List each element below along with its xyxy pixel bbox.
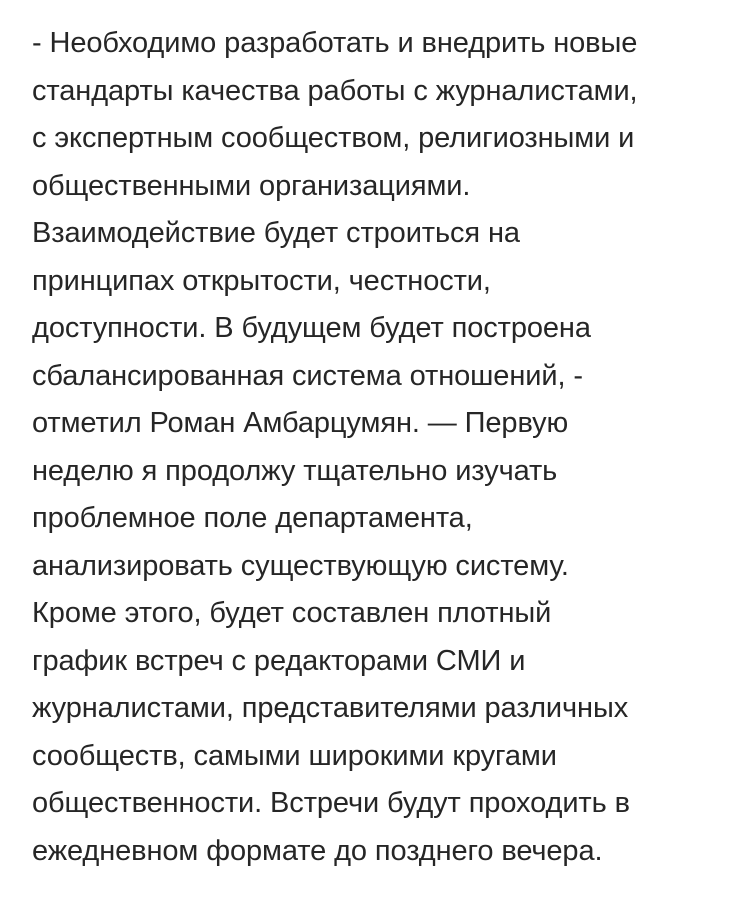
- text-line: анализировать существующую систему.: [32, 549, 569, 582]
- text-line: Взаимодействие будет строиться на: [32, 217, 520, 249]
- text-line: сбалансированная система отношений, -: [32, 359, 583, 392]
- text-line: сообществ, самыми широкими кругами: [32, 739, 557, 772]
- text-line: Кроме этого, будет составлен плотный: [32, 597, 552, 629]
- text-line: общественными организациями.: [32, 169, 471, 202]
- text-line: - Необходимо разработать и внедрить новые: [32, 27, 638, 59]
- text-line: общественности. Встречи будут проходить в: [32, 787, 630, 819]
- text-line: неделю я продолжу тщательно изучать: [32, 454, 558, 487]
- text-line: принципах открытости, честности,: [32, 264, 491, 297]
- text-line: журналистами, представителями различных: [32, 692, 629, 724]
- text-line: с экспертным сообществом, религиозными и: [32, 122, 635, 154]
- text-line: отметил Роман Амбарцумян. — Первую: [32, 407, 569, 439]
- text-line: ежедневном формате до позднего вечера.: [32, 834, 603, 867]
- article-text: [32, 20, 737, 875]
- text-line: график встреч с редакторами СМИ и: [32, 644, 526, 677]
- text-line: проблемное поле департамента,: [32, 502, 473, 534]
- text-line: доступности. В будущем будет построена: [32, 312, 591, 344]
- text-line: стандарты качества работы с журналистами,: [32, 74, 638, 107]
